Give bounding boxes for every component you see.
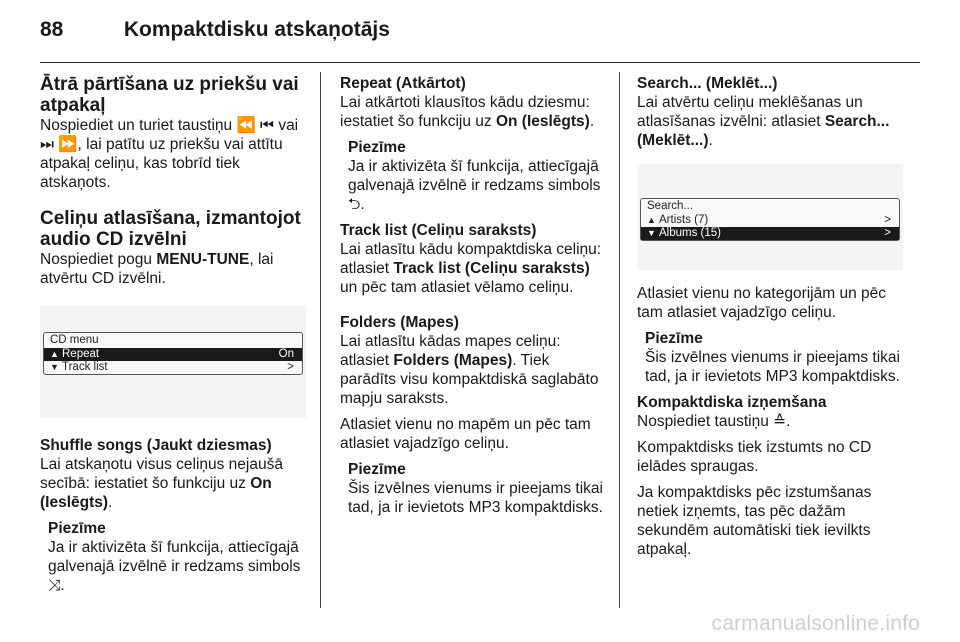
fast-forward-text: Nospiediet un turiet taustiņu ⏪ ⏮ vai ⏭ ⏩, lai patītu uz priekšu vai attītu atpakaļ celiņu, kas tobrīd tiek atskaņots.: [40, 117, 299, 191]
search-menu-screenshot: [637, 164, 903, 270]
shuffle-icon: ⤨: [48, 577, 61, 594]
search-note: Piezīme Šis izvēlnes vienums ir pieejams tikai tad, ja ir ievietots MP3 kompaktdisks.: [645, 330, 900, 385]
column-2: [340, 74, 606, 517]
heading-track-list: Track list (Celiņu saraksts): [340, 222, 537, 239]
repeat-text: Lai atkārtoti klausītos kādu dziesmu: iestatiet šo funkciju uz On (Ieslēgts).: [340, 94, 595, 130]
heading-shuffle: Shuffle songs (Jaukt dziesmas): [40, 437, 272, 454]
page-header: [40, 18, 390, 42]
repeat-icon: ⮌: [348, 196, 361, 213]
track-list-text: Lai atlasītu kādu kompaktdiska celiņu: atlasiet Track list (Celiņu saraksts) un pēc tam atlasiet vēlamo celiņu.: [340, 241, 602, 296]
column-divider-1: [320, 72, 321, 608]
search-text: Lai atvērtu celiņu meklēšanas un atlasīšanas izvēlni: atlasiet Search... (Meklēt...).: [637, 94, 890, 149]
folders-note: Piezīme Šis izvēlnes vienums ir pieejams tikai tad, ja ir ievietots MP3 kompaktdisks.: [348, 461, 603, 516]
folders-text-2: Atlasiet vienu no mapēm un pēc tam atlasiet vajadzīgo celiņu.: [340, 416, 591, 452]
column-3: [637, 74, 903, 559]
heading-search: Search... (Meklēt...): [637, 75, 778, 92]
eject-text-3: Ja kompaktdisks pēc izstumšanas netiek izņemts, tas pēc dažām sekundēm automātiski tiek ievilkts atpakaļ.: [637, 484, 872, 558]
cd-menu-screenshot: [40, 306, 306, 418]
eject-icon: ≙: [773, 413, 787, 430]
chevron-right-icon: >: [884, 214, 891, 226]
watermark-logo: carmanualsonline.info: [711, 612, 920, 635]
screen-row-track-list: ▼ Track list >: [50, 361, 294, 373]
category-text: Atlasiet vienu no kategorijām un pēc tam atlasiet vajadzīgo celiņu.: [637, 285, 887, 321]
screen-title: CD menu: [50, 334, 99, 346]
chevron-right-icon: >: [884, 227, 891, 239]
folders-text: Lai atlasītu kādas mapes celiņu: atlasiet Folders (Mapes). Tiek parādīts visu kompaktdiskā saglabāto mapju saraksts.: [340, 333, 599, 407]
track-select-text: Nospiediet pogu MENU-TUNE, lai atvērtu CD izvēlni.: [40, 251, 274, 287]
eject-text-1: Nospiediet taustiņu ≙.: [637, 413, 791, 430]
eject-text-2: Kompaktdisks tiek izstumts no CD ielādes spraugas.: [637, 439, 872, 475]
heading-fast-forward: Ātrā pārtīšana uz priekšu vai atpakaļ: [40, 74, 299, 116]
heading-eject: Kompaktdiska izņemšana: [637, 394, 827, 411]
screen-row-albums: ▼ Albums (15) >: [641, 227, 899, 240]
up-arrow-icon: ▲: [647, 215, 656, 225]
down-arrow-icon: ▼: [50, 362, 59, 372]
shuffle-text: Lai atskaņotu visus celiņus nejaušā secībā: iestatiet šo funkciju uz On (Ieslēgts).: [40, 456, 283, 511]
screen-row-artists: ▲ Artists (7) >: [647, 214, 891, 226]
heading-folders: Folders (Mapes): [340, 314, 459, 331]
up-arrow-icon: ▲: [50, 349, 59, 359]
screen-title: Search...: [647, 200, 694, 212]
heading-repeat: Repeat (Atkārtot): [340, 75, 466, 92]
page-number: 88: [40, 18, 64, 41]
heading-track-select: Celiņu atlasīšana, izmantojot audio CD izvēlni: [40, 208, 301, 250]
down-arrow-icon: ▼: [647, 228, 656, 238]
screen-row-repeat: ▲ Repeat On: [44, 348, 302, 361]
chevron-right-icon: >: [287, 361, 294, 373]
repeat-note: Piezīme Ja ir aktivizēta šī funkcija, attiecīgajā galvenajā izvēlnē ir redzams simbols ⮌.: [348, 139, 601, 213]
shuffle-note: Piezīme Ja ir aktivizēta šī funkcija, attiecīgajā galvenajā izvēlnē ir redzams simbols ⤨.: [48, 520, 301, 594]
page-title: Kompaktdisku atskaņotājs: [123, 18, 390, 41]
header-rule: [40, 62, 920, 63]
column-divider-2: [619, 72, 620, 608]
column-1: [40, 74, 306, 595]
